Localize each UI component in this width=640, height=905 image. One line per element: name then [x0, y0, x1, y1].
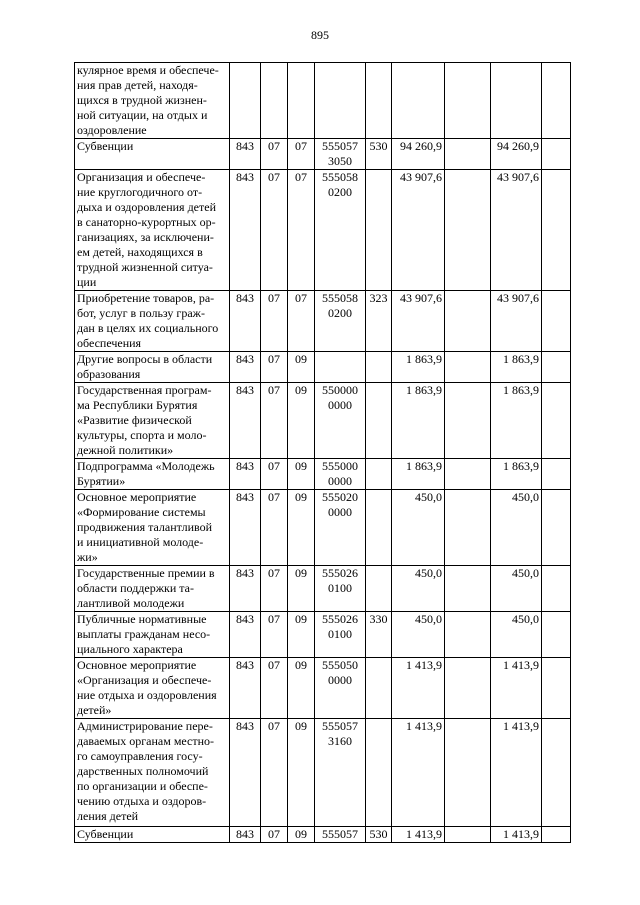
amount-cell-empty — [445, 827, 491, 843]
row-name-cell: Администрирование пере- даваемых органам местно- го самоуправления госу- дарственных полномочий по организации и обеспе- чению отдыха и оздоров- ления детей — [75, 719, 230, 827]
ministry-code-cell — [230, 63, 261, 139]
row-name-cell: Приобретение товаров, ра- бот, услуг в пользу граж- дан в целях их социального обеспечения — [75, 291, 230, 352]
budget-table — [74, 62, 571, 843]
section-code-cell: 07 — [261, 170, 288, 291]
table-row — [75, 719, 571, 827]
section-code-cell: 07 — [261, 383, 288, 459]
expense-type-cell: 330 — [366, 612, 392, 658]
subsection-code-cell: 09 — [288, 352, 315, 383]
amount-cell-empty — [445, 612, 491, 658]
amount-cell-empty — [445, 459, 491, 490]
expense-type-cell — [366, 566, 392, 612]
amount-cell-empty — [445, 352, 491, 383]
amount-cell-empty — [445, 658, 491, 719]
target-code-cell — [315, 63, 366, 139]
expense-type-cell: 530 — [366, 827, 392, 843]
table-row — [75, 490, 571, 566]
subsection-code-cell: 09 — [288, 490, 315, 566]
amount-total-cell: 1 413,9 — [491, 827, 542, 843]
subsection-code-cell: 07 — [288, 170, 315, 291]
amount-cell-empty — [542, 139, 571, 170]
amount-cell: 1 863,9 — [392, 352, 445, 383]
row-name-cell: Государственная програм- ма Республики Бурятия «Развитие физической культуры, спорта и моло- дежной политики» — [75, 383, 230, 459]
section-code-cell: 07 — [261, 612, 288, 658]
amount-total-cell: 450,0 — [491, 612, 542, 658]
target-code-cell: 555050 0000 — [315, 658, 366, 719]
table-row — [75, 139, 571, 170]
subsection-code-cell: 09 — [288, 459, 315, 490]
amount-total-cell: 1 413,9 — [491, 719, 542, 827]
expense-type-cell — [366, 352, 392, 383]
amount-cell: 1 413,9 — [392, 658, 445, 719]
ministry-code-cell: 843 — [230, 352, 261, 383]
expense-type-cell — [366, 490, 392, 566]
amount-total-cell: 450,0 — [491, 566, 542, 612]
amount-cell-empty — [445, 566, 491, 612]
amount-total-cell: 1 863,9 — [491, 383, 542, 459]
row-name-cell: Организация и обеспече- ние круглогодичного от- дыха и оздоровления детей в санаторно-курортных ор- ганизациях, за исключени- ем детей, находящихся в трудной жизненной ситуа- ции — [75, 170, 230, 291]
expense-type-cell — [366, 170, 392, 291]
amount-cell: 450,0 — [392, 612, 445, 658]
subsection-code-cell: 09 — [288, 827, 315, 843]
amount-total-cell: 450,0 — [491, 490, 542, 566]
expense-type-cell — [366, 383, 392, 459]
table-row — [75, 63, 571, 139]
amount-cell-empty — [542, 612, 571, 658]
amount-total-cell: 1 863,9 — [491, 459, 542, 490]
amount-cell: 43 907,6 — [392, 291, 445, 352]
table-row — [75, 827, 571, 843]
section-code-cell: 07 — [261, 490, 288, 566]
row-name-cell: Основное мероприятие «Организация и обеспече- ние отдыха и оздоровления детей» — [75, 658, 230, 719]
row-name-cell: Публичные нормативные выплаты гражданам несо- циального характера — [75, 612, 230, 658]
amount-cell-empty — [542, 170, 571, 291]
amount-cell: 1 413,9 — [392, 719, 445, 827]
target-code-cell: 555026 0100 — [315, 566, 366, 612]
target-code-cell: 555057 3160 — [315, 719, 366, 827]
target-code-cell: 555000 0000 — [315, 459, 366, 490]
subsection-code-cell: 09 — [288, 566, 315, 612]
amount-total-cell: 1 863,9 — [491, 352, 542, 383]
expense-type-cell — [366, 658, 392, 719]
section-code-cell: 07 — [261, 566, 288, 612]
subsection-code-cell: 09 — [288, 658, 315, 719]
amount-cell-empty — [445, 291, 491, 352]
amount-cell-empty — [445, 139, 491, 170]
ministry-code-cell: 843 — [230, 139, 261, 170]
page-number: 895 — [311, 28, 329, 42]
table-row — [75, 291, 571, 352]
amount-cell-empty — [542, 827, 571, 843]
amount-cell-empty — [542, 63, 571, 139]
table-row — [75, 459, 571, 490]
amount-cell-empty — [445, 490, 491, 566]
subsection-code-cell — [288, 63, 315, 139]
amount-cell-empty — [542, 490, 571, 566]
amount-total-cell: 1 413,9 — [491, 658, 542, 719]
section-code-cell: 07 — [261, 719, 288, 827]
section-code-cell: 07 — [261, 291, 288, 352]
ministry-code-cell: 843 — [230, 612, 261, 658]
target-code-cell: 555057 — [315, 827, 366, 843]
section-code-cell: 07 — [261, 658, 288, 719]
ministry-code-cell: 843 — [230, 490, 261, 566]
amount-cell-empty — [445, 170, 491, 291]
ministry-code-cell: 843 — [230, 719, 261, 827]
amount-total-cell: 43 907,6 — [491, 291, 542, 352]
subsection-code-cell: 09 — [288, 612, 315, 658]
expense-type-cell — [366, 63, 392, 139]
ministry-code-cell: 843 — [230, 566, 261, 612]
expense-type-cell — [366, 459, 392, 490]
ministry-code-cell: 843 — [230, 291, 261, 352]
section-code-cell — [261, 63, 288, 139]
row-name-cell: Другие вопросы в области образования — [75, 352, 230, 383]
amount-cell-empty — [542, 291, 571, 352]
target-code-cell: 555026 0100 — [315, 612, 366, 658]
row-name-cell: Субвенции — [75, 827, 230, 843]
amount-cell-empty — [542, 658, 571, 719]
amount-cell-empty — [542, 566, 571, 612]
amount-cell: 94 260,9 — [392, 139, 445, 170]
expense-type-cell — [366, 719, 392, 827]
amount-cell: 1 413,9 — [392, 827, 445, 843]
section-code-cell: 07 — [261, 352, 288, 383]
amount-cell: 450,0 — [392, 566, 445, 612]
expense-type-cell: 530 — [366, 139, 392, 170]
table-row — [75, 352, 571, 383]
section-code-cell: 07 — [261, 459, 288, 490]
amount-cell-empty — [445, 63, 491, 139]
ministry-code-cell: 843 — [230, 658, 261, 719]
subsection-code-cell: 07 — [288, 291, 315, 352]
amount-cell-empty — [542, 719, 571, 827]
row-name-cell: Основное мероприятие «Формирование системы продвижения талантливой и инициативной молоде- жи» — [75, 490, 230, 566]
subsection-code-cell: 07 — [288, 139, 315, 170]
amount-cell-empty — [542, 383, 571, 459]
target-code-cell: 550000 0000 — [315, 383, 366, 459]
ministry-code-cell: 843 — [230, 827, 261, 843]
row-name-cell: Государственные премии в области поддержки та- лантливой молодежи — [75, 566, 230, 612]
amount-cell-empty — [445, 719, 491, 827]
subsection-code-cell: 09 — [288, 719, 315, 827]
amount-cell: 1 863,9 — [392, 383, 445, 459]
amount-total-cell: 43 907,6 — [491, 170, 542, 291]
section-code-cell: 07 — [261, 827, 288, 843]
target-code-cell: 555058 0200 — [315, 170, 366, 291]
target-code-cell: 555020 0000 — [315, 490, 366, 566]
ministry-code-cell: 843 — [230, 459, 261, 490]
ministry-code-cell: 843 — [230, 170, 261, 291]
amount-cell-empty — [542, 459, 571, 490]
target-code-cell — [315, 352, 366, 383]
row-name-cell: Субвенции — [75, 139, 230, 170]
table-row — [75, 170, 571, 291]
section-code-cell: 07 — [261, 139, 288, 170]
amount-cell: 1 863,9 — [392, 459, 445, 490]
table-row — [75, 658, 571, 719]
amount-total-cell: 94 260,9 — [491, 139, 542, 170]
expense-type-cell: 323 — [366, 291, 392, 352]
ministry-code-cell: 843 — [230, 383, 261, 459]
target-code-cell: 555058 0200 — [315, 291, 366, 352]
table-row — [75, 383, 571, 459]
table-row — [75, 612, 571, 658]
table-row — [75, 566, 571, 612]
amount-cell: 43 907,6 — [392, 170, 445, 291]
row-name-cell: кулярное время и обеспече- ния прав детей, находя- щихся в трудной жизнен- ной ситуации, на отдых и оздоровление — [75, 63, 230, 139]
row-name-cell: Подпрограмма «Молодежь Бурятии» — [75, 459, 230, 490]
subsection-code-cell: 09 — [288, 383, 315, 459]
amount-total-cell — [491, 63, 542, 139]
amount-cell: 450,0 — [392, 490, 445, 566]
amount-cell-empty — [542, 352, 571, 383]
amount-cell — [392, 63, 445, 139]
amount-cell-empty — [445, 383, 491, 459]
target-code-cell: 555057 3050 — [315, 139, 366, 170]
